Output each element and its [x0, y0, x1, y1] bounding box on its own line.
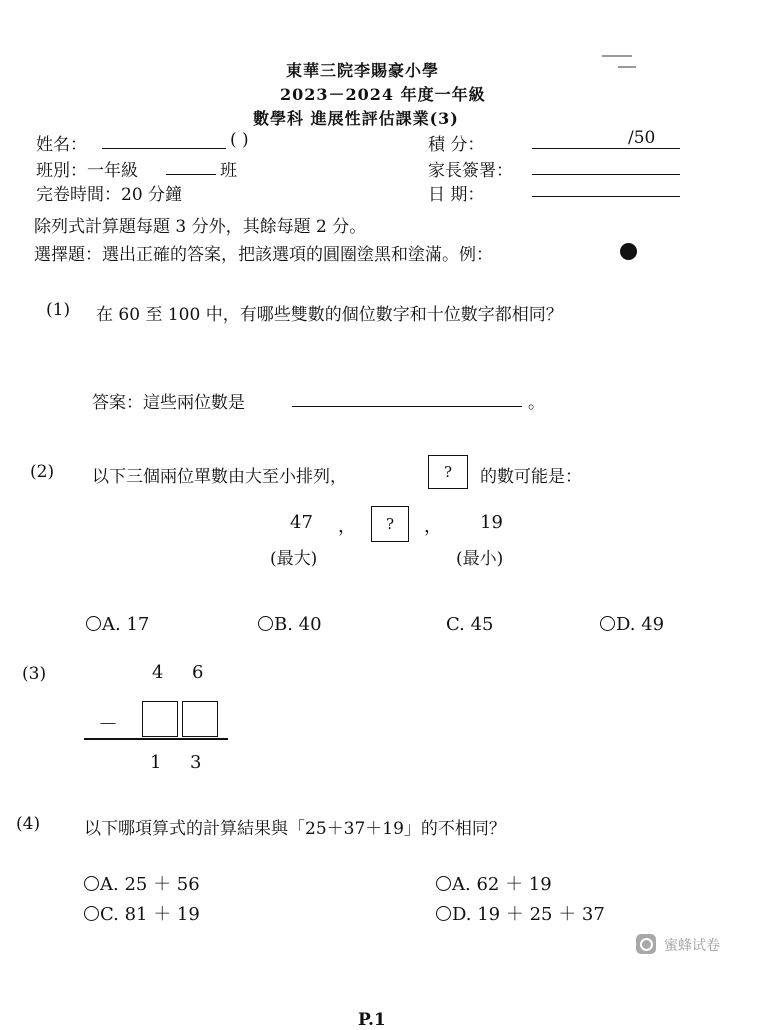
- minus-sign: －: [98, 712, 118, 736]
- radio-circle-icon[interactable]: [258, 616, 273, 631]
- sequence-comma: ，: [338, 516, 356, 537]
- sequence-mystery-box: ?: [371, 506, 409, 542]
- question-1-number: (1): [46, 300, 71, 320]
- score-field[interactable]: [532, 148, 680, 149]
- watermark-text: 蜜蜂试卷: [664, 938, 720, 954]
- class-field[interactable]: [166, 174, 216, 175]
- date-label: 日 期：: [428, 185, 485, 205]
- class-number-field[interactable]: ( ): [230, 130, 249, 150]
- choice-instruction: 選擇題：選出正確的答案，把該選項的圓圈塗黑和塗滿。例：: [34, 245, 493, 265]
- question-4-option-a[interactable]: A. 25 ＋ 56: [84, 870, 200, 896]
- difference-ones: 3: [190, 752, 202, 773]
- assessment-title: 數學科 進展性評估課業(3): [253, 109, 459, 128]
- difference-tens: 1: [150, 752, 162, 773]
- name-label: 姓名：: [36, 135, 87, 155]
- sum-line: [84, 738, 228, 740]
- question-2-option-c[interactable]: C. 45: [446, 614, 494, 635]
- parent-signature-field[interactable]: [532, 174, 680, 175]
- question-2-option-d[interactable]: D. 49: [600, 614, 664, 635]
- class-suffix: 班: [220, 161, 237, 181]
- score-total: /50: [628, 128, 656, 148]
- score-label: 積 分：: [428, 135, 485, 155]
- question-2-option-b[interactable]: B. 40: [258, 614, 322, 635]
- question-1-text: 在 60 至 100 中，有哪些雙數的個位數字和十位數字都相同？: [96, 305, 563, 325]
- scoring-instruction: 除列式計算題每題 3 分外，其餘每題 2 分。: [34, 217, 367, 237]
- question-3-number: (3): [22, 664, 47, 684]
- radio-circle-icon[interactable]: [436, 906, 451, 921]
- question-2-text-before: 以下三個兩位單數由大至小排列，: [92, 467, 347, 487]
- sequence-last: 19: [480, 512, 503, 533]
- radio-circle-icon[interactable]: [86, 616, 101, 631]
- question-4-option-b[interactable]: A. 62 ＋ 19: [436, 870, 552, 896]
- question-2-mystery-box: ?: [428, 455, 468, 489]
- question-2-number: (2): [30, 462, 55, 482]
- time-label: 完卷時間：20 分鐘: [36, 185, 183, 205]
- label-largest: (最大): [270, 549, 318, 569]
- question-1-answer-field[interactable]: [292, 406, 522, 407]
- question-4-number: (4): [16, 814, 41, 834]
- page-number: P.1: [358, 1010, 386, 1030]
- question-1-answer-suffix: 。: [528, 393, 545, 413]
- watermark-logo-icon: [636, 934, 656, 954]
- radio-circle-icon[interactable]: [84, 906, 99, 921]
- radio-circle-icon[interactable]: [436, 876, 451, 891]
- question-4-text: 以下哪項算式的計算結果與「25＋37＋19」的不相同？: [84, 819, 506, 839]
- scan-mark: [618, 66, 636, 68]
- minuend-tens: 4: [152, 662, 164, 683]
- label-smallest: (最小): [456, 549, 504, 569]
- question-4-option-d[interactable]: D. 19 ＋ 25 ＋ 37: [436, 900, 605, 926]
- radio-circle-icon[interactable]: [600, 616, 615, 631]
- parent-signature-label: 家長簽署：: [428, 161, 513, 181]
- filled-circle-example-icon: [620, 243, 637, 260]
- school-name: 東華三院李賜豪小學: [286, 61, 440, 80]
- name-field[interactable]: [102, 148, 226, 149]
- scan-mark: [602, 55, 632, 57]
- sequence-first: 47: [290, 512, 313, 533]
- radio-circle-icon[interactable]: [84, 876, 99, 891]
- question-2-text-after: 的數可能是：: [480, 467, 582, 487]
- sequence-comma: ，: [424, 516, 442, 537]
- date-field[interactable]: [532, 196, 680, 197]
- academic-year: 2023－2024 年度一年級: [280, 85, 486, 104]
- subtrahend-ones-box[interactable]: [182, 701, 218, 737]
- question-1-answer-prefix: 答案：這些兩位數是: [92, 393, 245, 413]
- question-2-option-a[interactable]: A. 17: [86, 614, 149, 635]
- class-label: 班別：一年級: [36, 161, 138, 181]
- minuend-ones: 6: [192, 662, 204, 683]
- subtrahend-tens-box[interactable]: [142, 701, 178, 737]
- question-4-option-c[interactable]: C. 81 ＋ 19: [84, 900, 200, 926]
